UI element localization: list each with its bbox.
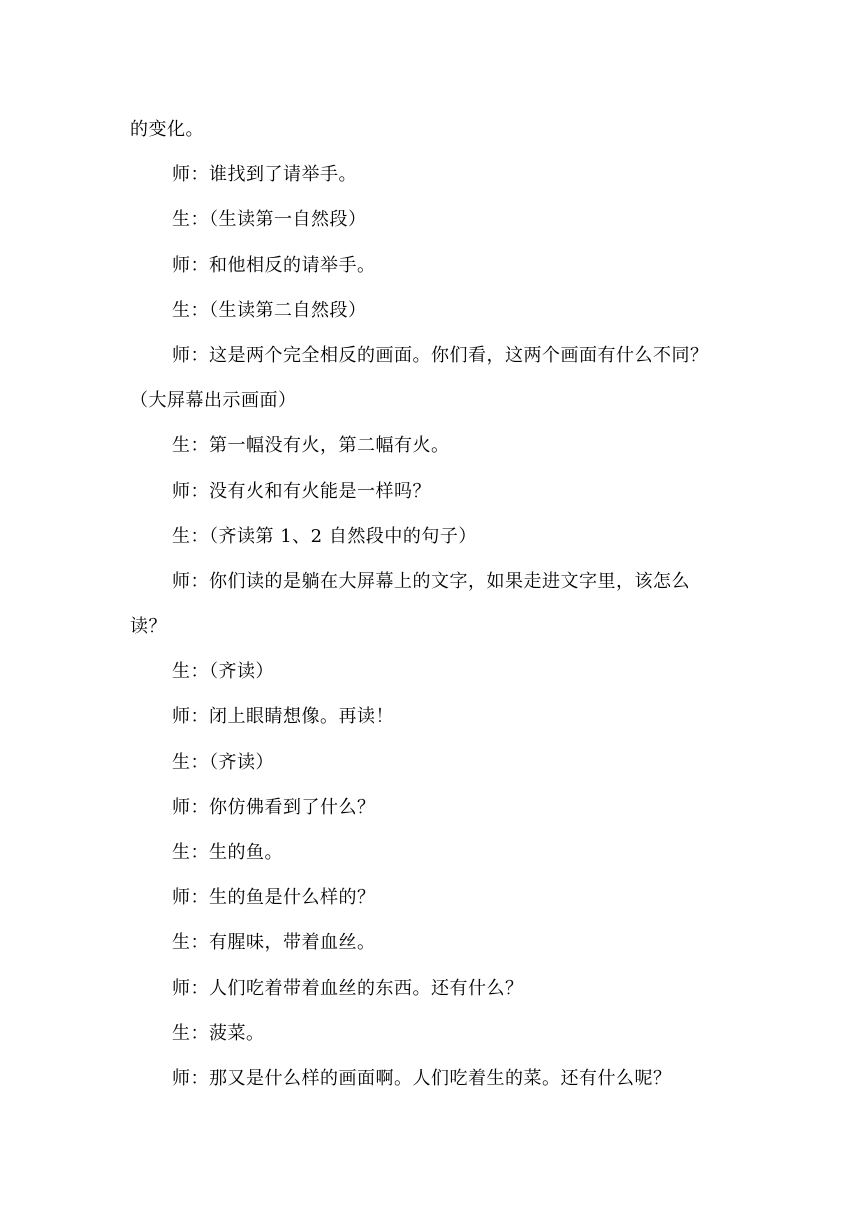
text-line: 生：菠菜。 [172, 1022, 265, 1044]
text-line: 的变化。 [130, 119, 204, 140]
text-line: 生：（齐读） [172, 661, 274, 683]
text-line: 师：这是两个完全相反的画面。你们看，这两个画面有什么不同？ [172, 344, 709, 366]
text-line: 生：（齐读第 1、2 自然段中的句子） [172, 525, 477, 547]
text-line: 师：那又是什么样的画面啊。人们吃着生的菜。还有什么呢？ [172, 1067, 672, 1089]
document-page [130, 107, 730, 1101]
text-line: 生：有腥味，带着血丝。 [172, 932, 376, 954]
text-line: 师：生的鱼是什么样的？ [172, 887, 376, 909]
text-line: 师：闭上眼睛想像。再读！ [172, 706, 394, 728]
text-line: 读？ [130, 616, 167, 638]
text-line: 师：和他相反的请举手。 [172, 254, 376, 276]
text-line: （大屏幕出示画面） [130, 390, 297, 412]
text-line: 师：人们吃着带着血丝的东西。还有什么？ [172, 977, 524, 999]
text-line: 师：没有火和有火能是一样吗？ [172, 480, 431, 502]
text-line: 生：第一幅没有火，第二幅有火。 [172, 435, 450, 457]
text-line: 生：（生读第二自然段） [172, 299, 367, 321]
text-line: 师：谁找到了请举手。 [172, 164, 357, 186]
text-line: 师：你仿佛看到了什么？ [172, 796, 376, 818]
text-line: 生：生的鱼。 [172, 842, 283, 863]
text-line: 生：（生读第一自然段） [172, 209, 367, 231]
text-line: 生：（齐读） [172, 751, 274, 773]
text-line: 师：你们读的是躺在大屏幕上的文字，如果走进文字里，该怎么 [172, 570, 690, 592]
